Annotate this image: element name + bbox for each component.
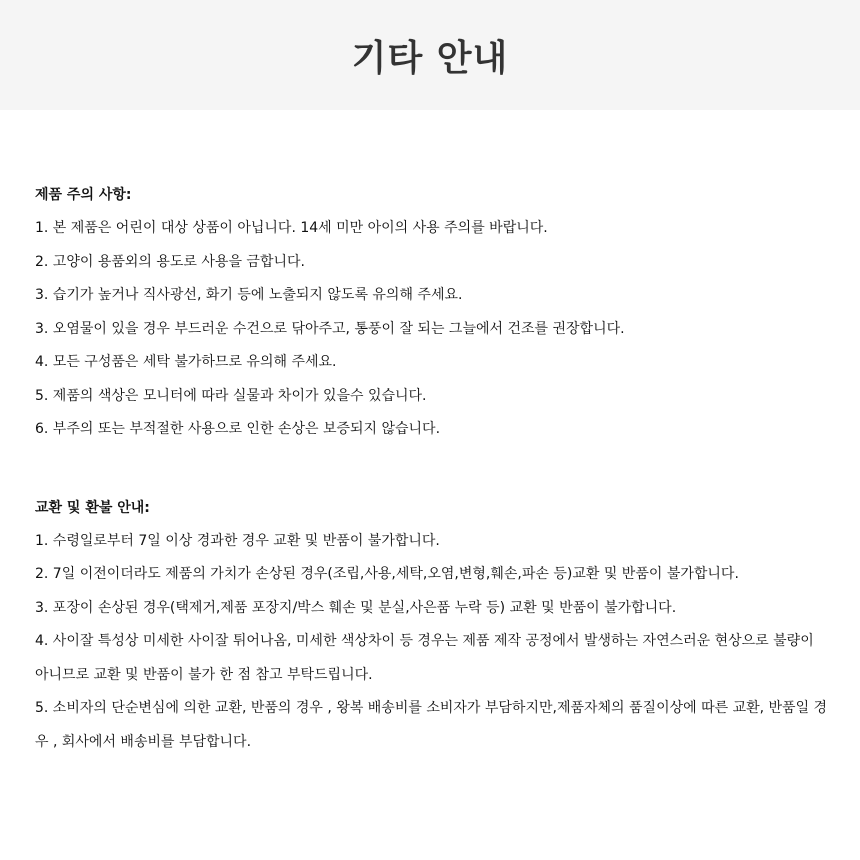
exchange-refund-list [35,525,830,760]
list-item: 6. 부주의 또는 부적절한 사용으로 인한 손상은 보증되지 않습니다. [35,421,441,437]
list-item: 4. 사이잘 특성상 미세한 사이잘 튀어나옴, 미세한 색상차이 등 경우는 제품 제작 공정에서 발생하는 자연스러운 현상으로 불량이 아니므로 교환 및 반품이 불가 한 점 참고 부탁드립니다. [35,633,814,683]
section-divider [35,447,830,491]
notice-content [0,110,860,759]
page-title: 기타 안내 [351,37,509,79]
list-item: 3. 오염물이 있을 경우 부드러운 수건으로 닦아주고, 통풍이 잘 되는 그늘에서 건조를 권장합니다. [35,320,625,337]
section-title-precautions: 제품 주의 사항: [35,187,132,203]
list-item: 1. 본 제품은 어린이 대상 상품이 아닙니다. 14세 미만 아이의 사용 주의를 바랍니다. [35,220,548,236]
section-title-exchange-refund: 교환 및 환불 안내: [35,499,150,516]
list-item: 3. 습기가 높거나 직사광선, 화기 등에 노출되지 않도록 유의해 주세요. [35,287,463,303]
list-item: 2. 고양이 용품외의 용도로 사용을 금합니다. [35,253,305,270]
list-item: 2. 7일 이전이더라도 제품의 가치가 손상된 경우(조립,사용,세탁,오염,변형,훼손,파손 등)교환 및 반품이 불가합니다. [35,566,739,582]
list-item: 5. 소비자의 단순변심에 의한 교환, 반품의 경우 , 왕복 배송비를 소비자가 부담하지만,제품자체의 품질이상에 따른 교환, 반품일 경우 , 회사에서 배송비를 부담합니다. [35,700,828,750]
page-header [0,0,860,110]
list-item: 5. 제품의 색상은 모니터에 따라 실물과 차이가 있을수 있습니다. [35,387,427,404]
list-item: 4. 모든 구성품은 세탁 불가하므로 유의해 주세요. [35,354,337,370]
precautions-list [35,212,830,447]
list-item: 3. 포장이 손상된 경우(택제거,제품 포장지/박스 훼손 및 분실,사은품 누락 등) 교환 및 반품이 불가합니다. [35,599,677,616]
list-item: 1. 수령일로부터 7일 이상 경과한 경우 교환 및 반품이 불가합니다. [35,532,440,549]
